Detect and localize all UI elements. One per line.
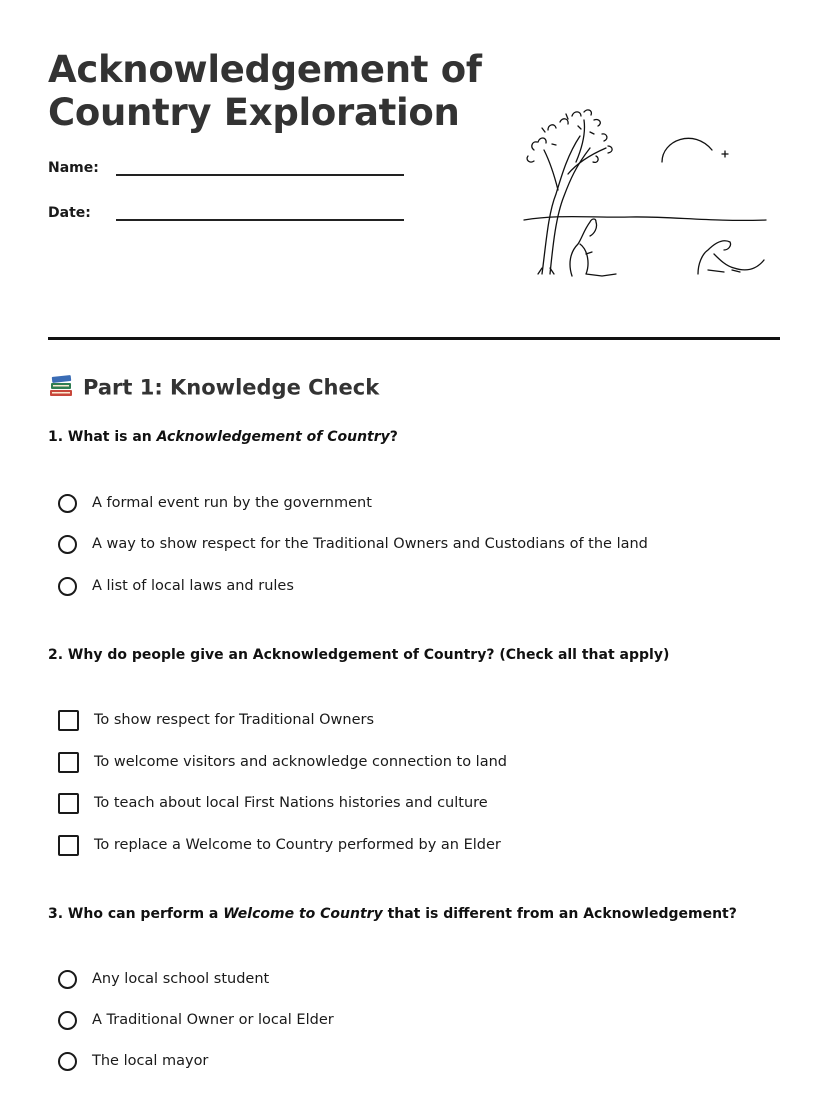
date-write-line[interactable] [116,219,404,221]
q1-option-2-radio[interactable] [58,535,77,554]
section-divider [48,337,780,340]
q1-option-1-label: A formal event run by the government [92,495,372,511]
q2-option-2-checkbox[interactable] [58,752,79,773]
q3-option-1[interactable] [58,967,269,991]
q3-option-2-radio[interactable] [58,1011,77,1030]
q1-option-3[interactable] [58,574,294,598]
q3-option-1-label: Any local school student [92,971,270,987]
part-1-heading [48,374,379,403]
q3-option-2[interactable] [58,1008,334,1032]
books-icon [48,374,74,403]
q2-option-3-checkbox[interactable] [58,793,79,814]
date-field[interactable] [48,205,91,221]
q3-option-1-radio[interactable] [58,970,77,989]
q2-option-2-label: To welcome visitors and acknowledge connection to land [94,754,507,770]
q1-option-1[interactable] [58,491,372,515]
q1-option-3-radio[interactable] [58,577,77,596]
question-1 [48,429,398,445]
question-1-prefix: 1. What is an [48,429,157,445]
tree-kangaroo-illustration [520,104,770,280]
q3-option-3[interactable] [58,1049,208,1073]
question-1-emphasis: Acknowledgement of Country [156,429,390,445]
question-2 [48,647,669,663]
q2-option-2[interactable] [58,750,507,774]
question-2-text: 2. Why do people give an Acknowledgement of Country? (Check all that apply) [48,647,670,663]
question-1-suffix: ? [389,429,398,445]
question-3-suffix: that is different from an Acknowledgement? [382,906,737,922]
q3-option-2-label: A Traditional Owner or local Elder [92,1012,334,1028]
name-field[interactable] [48,160,99,176]
title-line-1: Acknowledgement of [48,48,482,91]
q1-option-3-label: A list of local laws and rules [92,578,294,594]
q2-option-3[interactable] [58,791,488,815]
question-3 [48,906,737,922]
q2-option-1-label: To show respect for Traditional Owners [94,712,375,728]
q1-option-2[interactable] [58,532,648,556]
q2-option-4[interactable] [58,833,501,857]
q2-option-4-checkbox[interactable] [58,835,79,856]
q1-option-1-radio[interactable] [58,494,77,513]
q2-option-4-label: To replace a Welcome to Country performed by an Elder [94,837,501,853]
name-label: Name: [48,160,99,176]
part-1-heading-text: Part 1: Knowledge Check [83,375,380,400]
q3-option-3-radio[interactable] [58,1052,77,1071]
q2-option-3-label: To teach about local First Nations histories and culture [94,795,488,811]
title-line-2: Country Exploration [48,91,460,134]
q2-option-1[interactable] [58,708,374,732]
question-3-prefix: 3. Who can perform a [48,906,224,922]
name-write-line[interactable] [116,174,404,176]
question-3-emphasis: Welcome to Country [223,906,383,922]
q2-option-1-checkbox[interactable] [58,710,79,731]
worksheet-title [48,48,488,134]
q1-option-2-label: A way to show respect for the Traditional Owners and Custodians of the land [92,536,648,552]
q3-option-3-label: The local mayor [92,1053,209,1069]
date-label: Date: [48,205,91,221]
